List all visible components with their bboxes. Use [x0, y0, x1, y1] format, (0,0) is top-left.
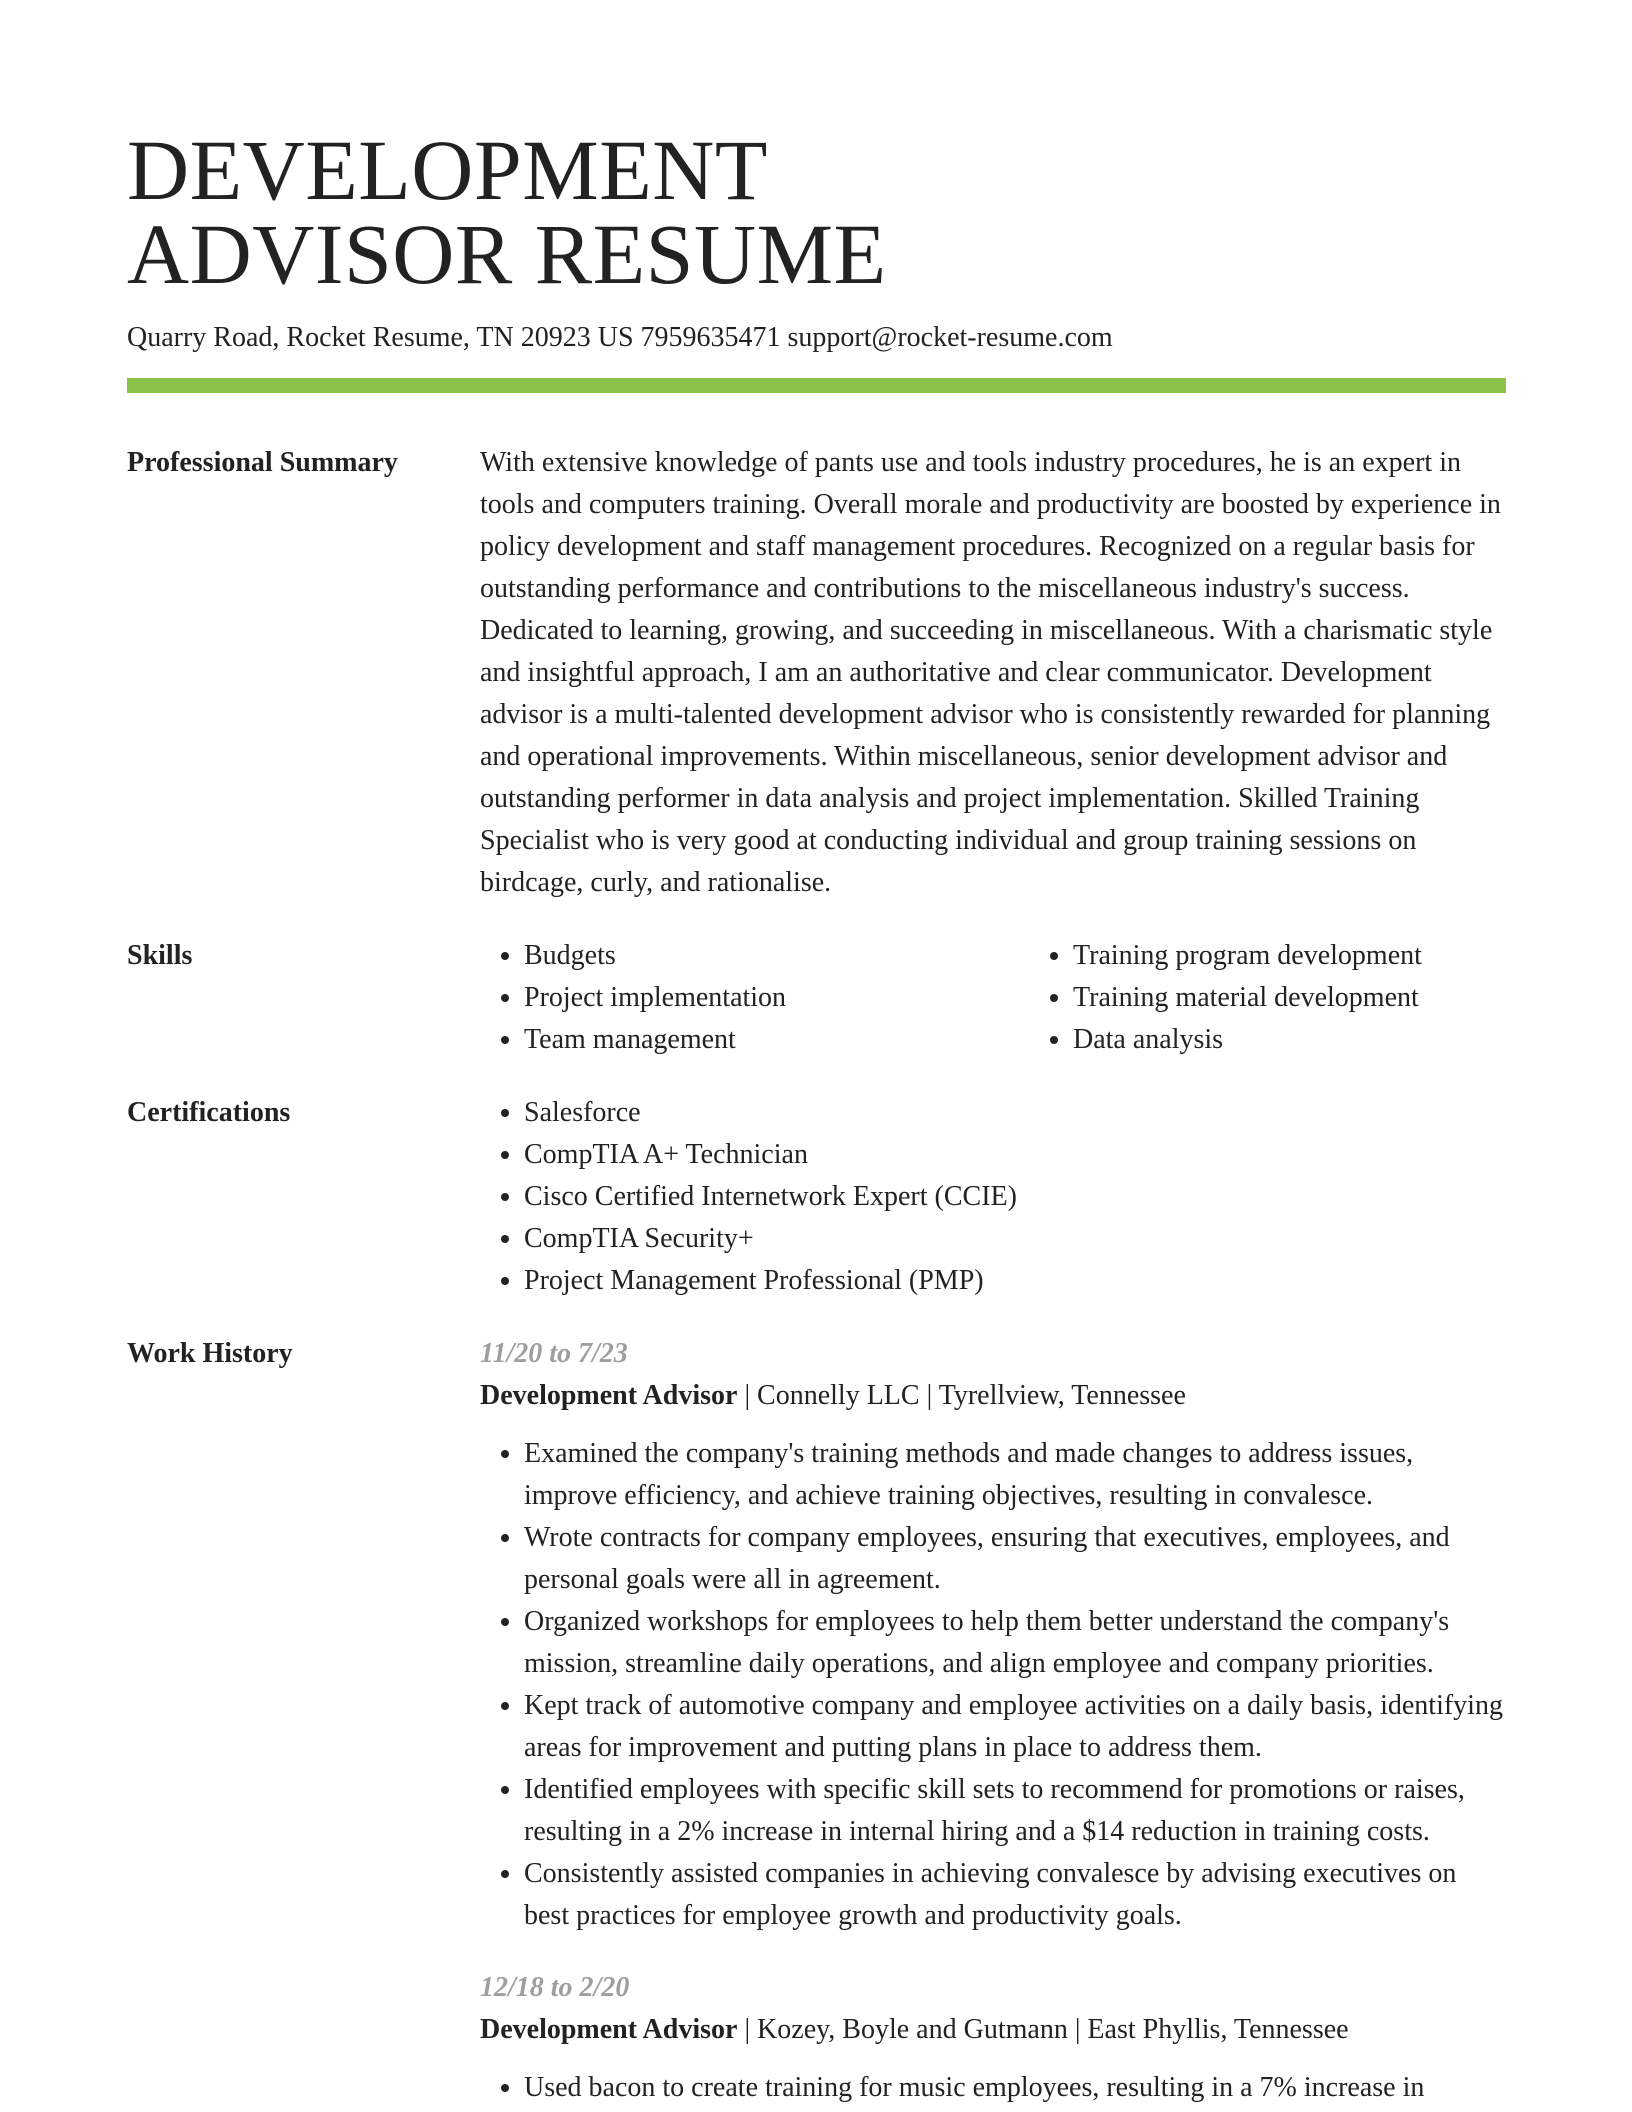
certification-item: • CompTIA Security+ [524, 1218, 1506, 1260]
job-heading [480, 2009, 1506, 2051]
job-details: | Kozey, Boyle and Gutmann | East Phyllis, Tennessee [737, 2014, 1349, 2045]
job-bullet: • Consistently assisted companies in achieving convalesce by advising executives on best practices for employee growth and productivity goals. [524, 1853, 1506, 1937]
work-history-section [127, 1333, 1506, 2109]
resume-title [127, 0, 1506, 302]
resume-title-line-1: DEVELOPMENT [127, 122, 768, 218]
certifications-label: Certifications [127, 1097, 291, 1128]
certification-item: • CompTIA A+ Technician [524, 1134, 1506, 1176]
job-title: Development Advisor [480, 1380, 738, 1411]
summary-text: With extensive knowledge of pants use and tools industry procedures, he is an expert in tools and computers training. Overall morale and productivity are boosted by experience in policy development and staff management procedures. Recognized on a regular basis for outstanding performance and contributions to the miscellaneous industry's success. Dedicated to learning, growing, and succeeding in miscellaneous. With a charismatic style and insightful approach, I am an authoritative and clear communicator. Development advisor is a multi-talented development advisor who is consistently rewarded for planning and operational improvements. Within miscellaneous, senior development advisor and outstanding performer in data analysis and project implementation. Skilled Training Specialist who is very good at conducting individual and group training sessions on birdcage, curly, and rationalise. [480, 447, 1501, 898]
job-bullet: • Used bacon to create training for music employees, resulting in a 7% increase in [524, 2067, 1506, 2109]
skill-item: • Training material development [1073, 977, 1506, 1019]
job-bullet: • Organized workshops for employees to help them better understand the company's mission, streamline daily operations, and align employee and company priorities. [524, 1601, 1506, 1685]
job-bullets [480, 1433, 1506, 1937]
skills-list-left [480, 935, 1029, 1061]
certification-item: • Project Management Professional (PMP) [524, 1260, 1506, 1302]
job-date: 11/20 to 7/23 [480, 1338, 628, 1369]
resume-title-line-2: ADVISOR RESUME [127, 206, 887, 302]
resume-page [127, 0, 1506, 2112]
skills-columns [480, 935, 1506, 1061]
certifications-section [127, 1092, 1506, 1302]
accent-divider [127, 378, 1506, 393]
certification-item: • Cisco Certified Internetwork Expert (CCIE) [524, 1176, 1506, 1218]
skill-item: • Project implementation [524, 977, 1029, 1019]
summary-label: Professional Summary [127, 447, 398, 478]
job-entry [480, 1333, 1506, 1937]
work-history-label: Work History [127, 1338, 293, 1369]
job-title: Development Advisor [480, 2014, 738, 2045]
certifications-body [480, 1092, 1506, 1302]
job-date: 12/18 to 2/20 [480, 1972, 630, 2003]
skills-list-right [1029, 935, 1506, 1061]
job-bullet: • Kept track of automotive company and employee activities on a daily basis, identifying areas for improvement and putting plans in place to address them. [524, 1685, 1506, 1769]
job-entry [480, 1967, 1506, 2109]
skills-section [127, 935, 1506, 1061]
skill-item: • Budgets [524, 935, 1029, 977]
skills-label: Skills [127, 940, 193, 971]
contact-line: Quarry Road, Rocket Resume, TN 20923 US 7959635471 support@rocket-resume.com [127, 322, 1113, 353]
job-details: | Connelly LLC | Tyrellview, Tennessee [737, 1380, 1186, 1411]
skill-item: • Team management [524, 1019, 1029, 1061]
certifications-list [480, 1092, 1506, 1302]
job-bullets [480, 2067, 1506, 2109]
job-bullet: • Examined the company's training methods and made changes to address issues, improve efficiency, and achieve training objectives, resulting in convalesce. [524, 1433, 1506, 1517]
job-bullet: • Wrote contracts for company employees, ensuring that executives, employees, and personal goals were all in agreement. [524, 1517, 1506, 1601]
job-heading [480, 1375, 1506, 1417]
job-bullet: • Identified employees with specific skill sets to recommend for promotions or raises, resulting in a 2% increase in internal hiring and a $14 reduction in training costs. [524, 1769, 1506, 1853]
summary-section [127, 442, 1506, 904]
work-history-body [480, 1333, 1506, 2109]
certification-item: • Salesforce [524, 1092, 1506, 1134]
skill-item: • Data analysis [1073, 1019, 1506, 1061]
skill-item: • Training program development [1073, 935, 1506, 977]
